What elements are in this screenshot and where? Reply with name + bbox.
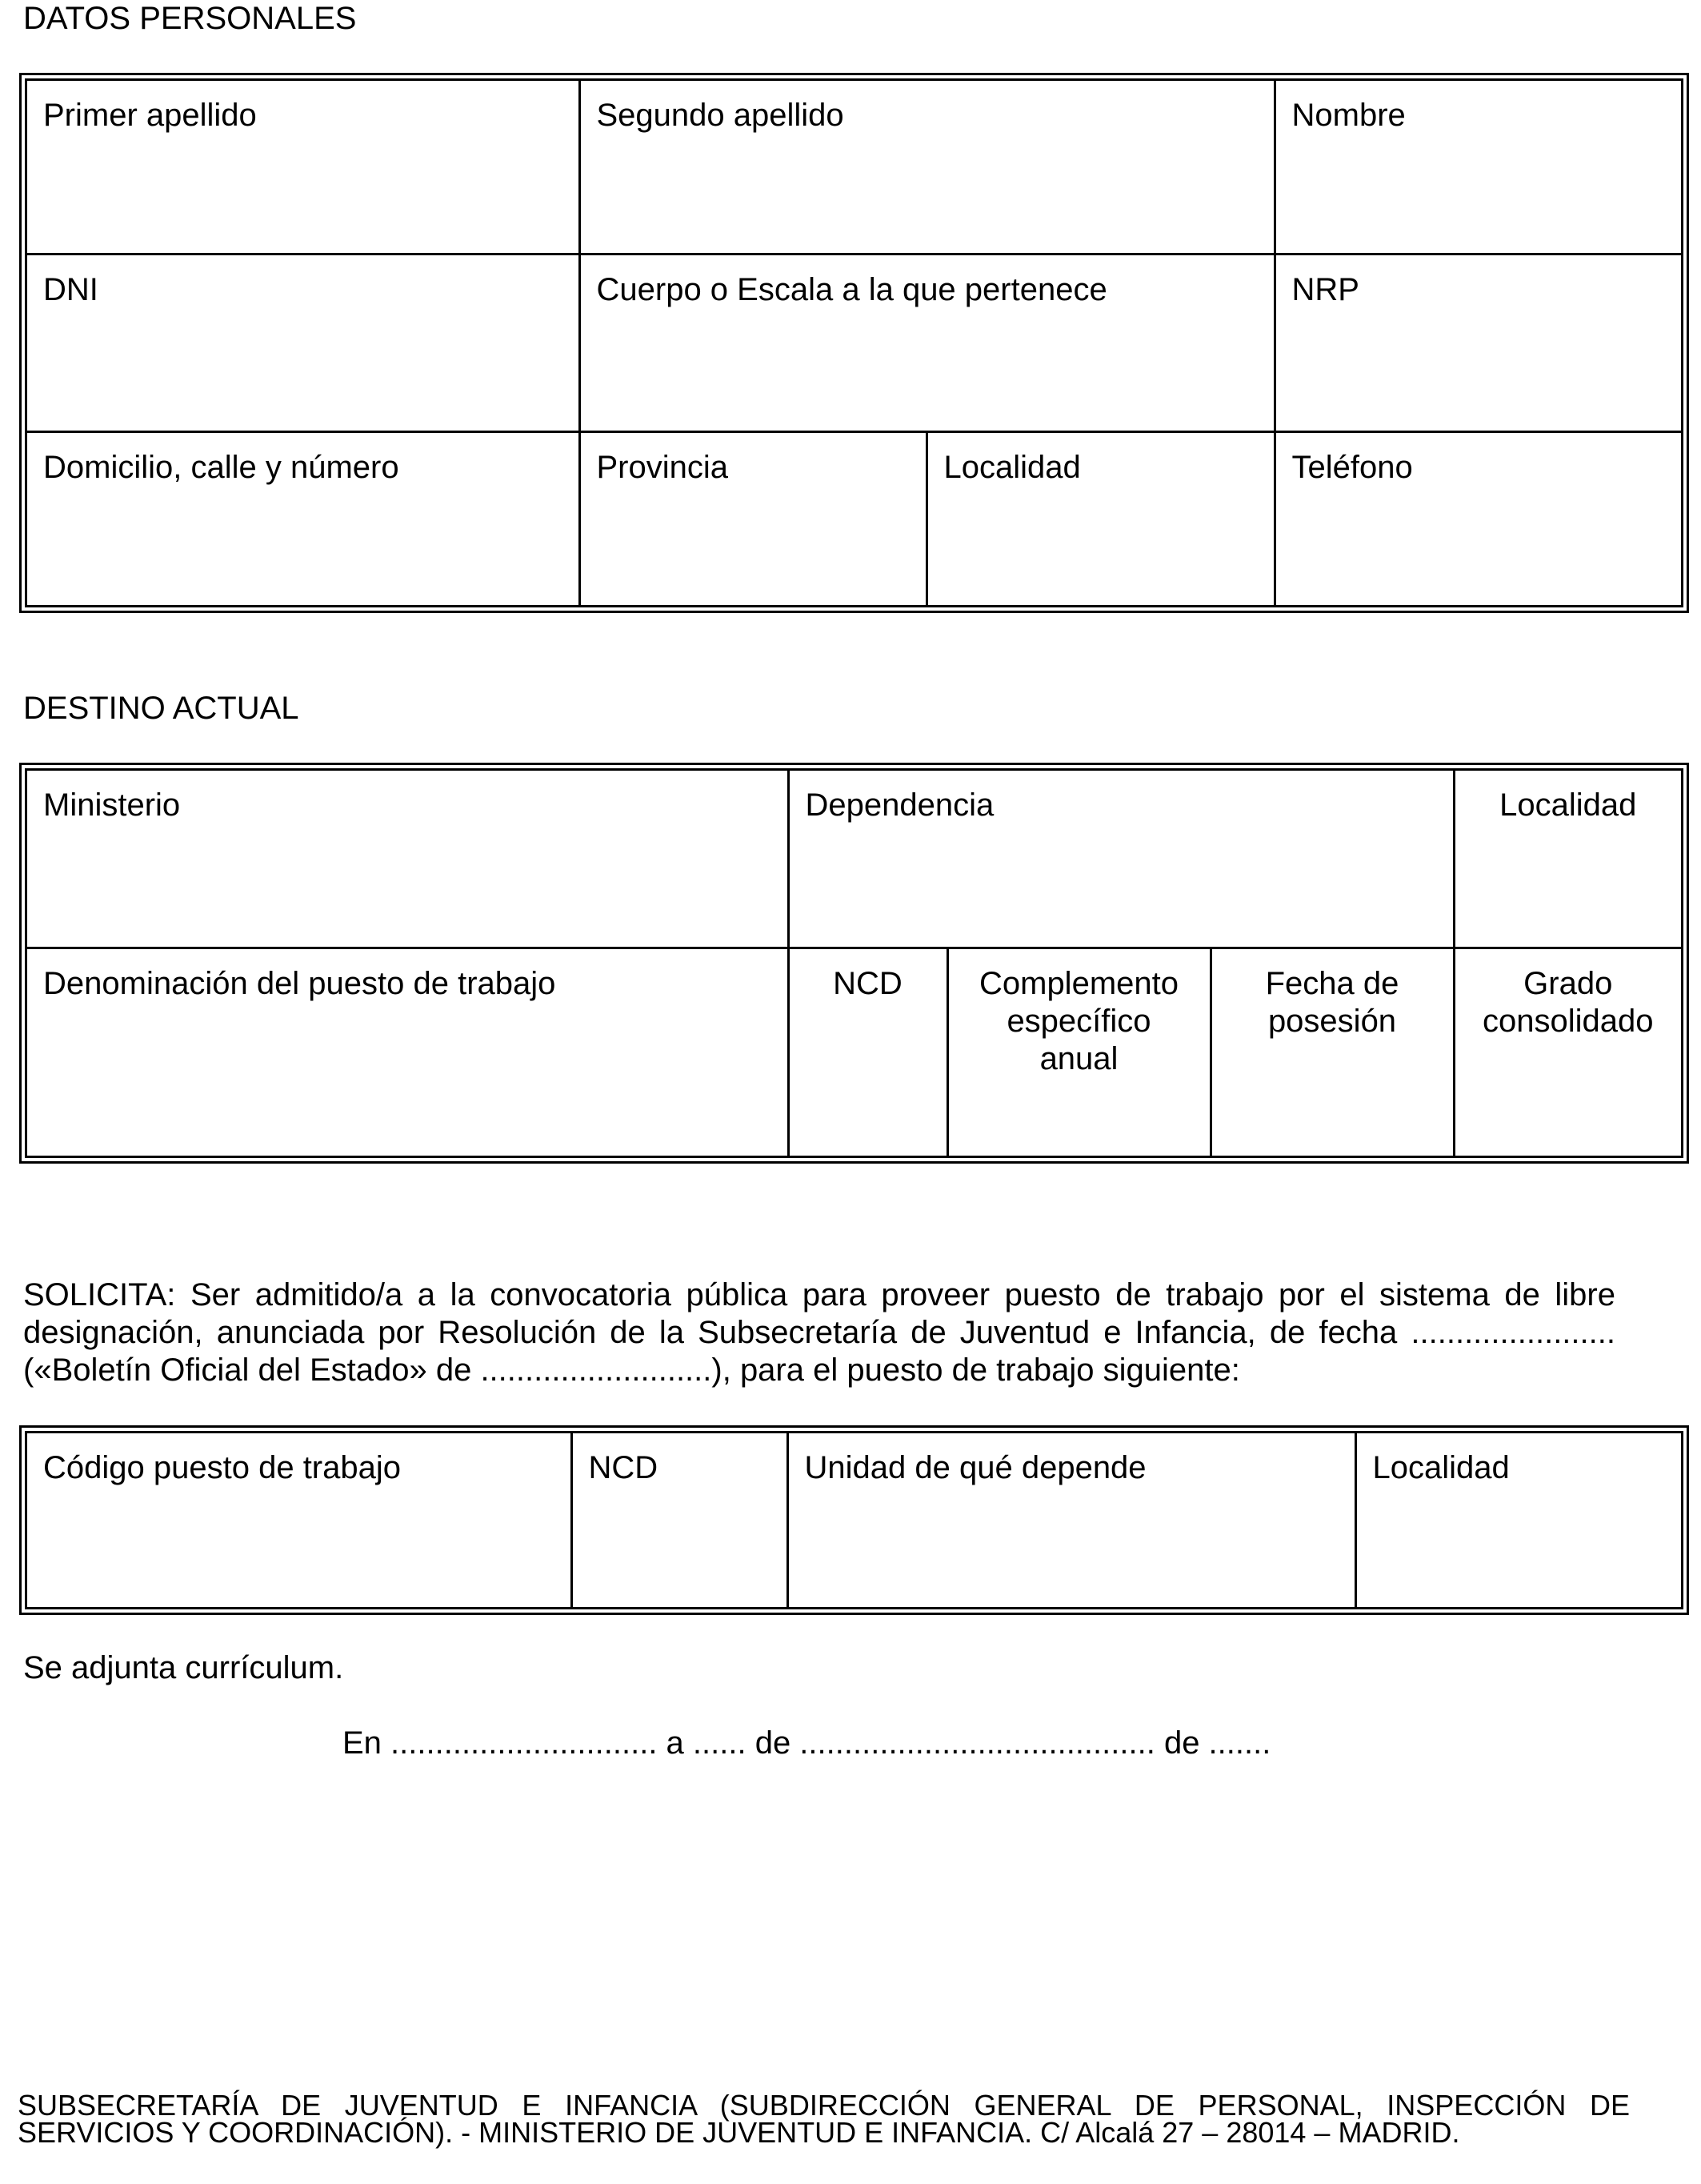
label-ncd-puesto: NCD xyxy=(588,1450,658,1485)
label-grado-l2: consolidado xyxy=(1483,1003,1654,1039)
datos-personales-table xyxy=(19,73,1689,613)
label-complemento-l2: específico xyxy=(1007,1003,1151,1039)
label-cuerpo-escala: Cuerpo o Escala a la que pertenece xyxy=(596,272,1107,308)
solicita-paragraph xyxy=(23,1276,1615,1389)
label-localidad-puesto: Localidad xyxy=(1372,1450,1510,1485)
field-localidad-destino[interactable] xyxy=(1454,771,1681,948)
label-nrp: NRP xyxy=(1291,272,1359,308)
field-unidad[interactable] xyxy=(787,1433,1355,1607)
field-denominacion[interactable] xyxy=(27,948,788,1156)
field-domicilio[interactable] xyxy=(27,431,579,605)
field-ncd-puesto[interactable] xyxy=(571,1433,787,1607)
label-telefono: Teléfono xyxy=(1291,449,1413,485)
label-primer-apellido: Primer apellido xyxy=(43,98,257,133)
adjunta-curriculum: Se adjunta currículum. xyxy=(23,1650,344,1685)
label-localidad-destino: Localidad xyxy=(1499,787,1637,823)
solicita-line-1: SOLICITA: Ser admitido/a a la convocatoria pública para proveer puesto de trabajo por el sistema de libre xyxy=(23,1277,1615,1312)
label-dependencia: Dependencia xyxy=(805,787,995,823)
lugar-fecha-line: En .............................. a ...... de ........................................ de ....... xyxy=(342,1725,1271,1761)
footer-line-2: SERVICIOS Y COORDINACIÓN). - MINISTERIO DE JUVENTUD E INFANCIA. C/ Alcalá 27 – 28014 – MADRID. xyxy=(18,2116,1460,2149)
field-fecha-posesion[interactable] xyxy=(1211,948,1454,1156)
footer-address xyxy=(18,2089,1630,2149)
label-ncd-destino: NCD xyxy=(833,965,903,1001)
label-domicilio: Domicilio, calle y número xyxy=(43,449,399,485)
field-codigo-puesto[interactable] xyxy=(27,1433,571,1607)
section-heading-datos-personales: DATOS PERSONALES xyxy=(23,1,357,36)
field-dni[interactable] xyxy=(27,254,579,431)
solicita-line-3: («Boletín Oficial del Estado» de ..........................), para el puesto de trabajo siguiente: xyxy=(23,1352,1240,1388)
label-unidad: Unidad de qué depende xyxy=(804,1450,1147,1485)
field-ministerio[interactable] xyxy=(27,771,788,948)
label-nombre: Nombre xyxy=(1291,98,1406,133)
label-codigo-puesto: Código puesto de trabajo xyxy=(43,1450,401,1485)
field-dependencia[interactable] xyxy=(788,771,1454,948)
destino-actual-table xyxy=(19,763,1689,1164)
field-ncd-destino[interactable] xyxy=(788,948,947,1156)
puesto-solicitado-table xyxy=(19,1425,1689,1615)
label-complemento-l1: Complemento xyxy=(979,965,1179,1001)
field-primer-apellido[interactable] xyxy=(27,81,579,254)
field-cuerpo-escala[interactable] xyxy=(579,254,1275,431)
footer-line-1: SUBSECRETARÍA DE JUVENTUD E INFANCIA (SUBDIRECCIÓN GENERAL DE PERSONAL, INSPECCIÓN DE xyxy=(18,2089,1630,2122)
field-provincia[interactable] xyxy=(579,431,927,605)
label-localidad: Localidad xyxy=(943,449,1081,485)
solicita-line-2: designación, anunciada por Resolución de la Subsecretaría de Juventud e Infancia, de fecha ....................... xyxy=(23,1315,1615,1350)
field-grado-consolidado[interactable] xyxy=(1454,948,1681,1156)
label-segundo-apellido: Segundo apellido xyxy=(596,98,844,133)
field-localidad-puesto[interactable] xyxy=(1355,1433,1681,1607)
label-complemento-l3: anual xyxy=(1039,1040,1119,1076)
field-nrp[interactable] xyxy=(1275,254,1681,431)
label-dni: DNI xyxy=(43,272,98,308)
field-segundo-apellido[interactable] xyxy=(579,81,1275,254)
section-heading-destino-actual: DESTINO ACTUAL xyxy=(23,691,299,726)
label-ministerio: Ministerio xyxy=(43,787,181,823)
label-fecha-l1: Fecha de xyxy=(1265,965,1399,1001)
field-localidad[interactable] xyxy=(927,431,1275,605)
field-nombre[interactable] xyxy=(1275,81,1681,254)
label-provincia: Provincia xyxy=(596,449,729,485)
label-grado-l1: Grado xyxy=(1523,965,1613,1001)
label-denominacion: Denominación del puesto de trabajo xyxy=(43,965,556,1001)
field-telefono[interactable] xyxy=(1275,431,1681,605)
label-fecha-l2: posesión xyxy=(1267,1003,1397,1039)
field-complemento[interactable] xyxy=(947,948,1211,1156)
